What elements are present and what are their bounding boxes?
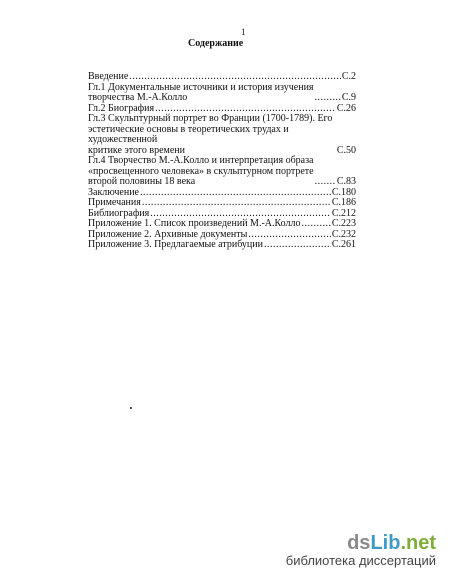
watermark [286, 532, 436, 568]
watermark-brand-net: .net [400, 532, 436, 554]
dot-leader [315, 93, 341, 104]
watermark-brand-ds: ds [347, 532, 371, 554]
dot-leader [129, 72, 341, 83]
toc-entry-page: С.186 [331, 197, 356, 208]
toc-entry-page: С.26 [336, 102, 356, 114]
toc-entry [88, 240, 356, 251]
toc-entry-text: Приложение 2. Архивные документы [88, 228, 248, 240]
toc-entry-page: С.261 [331, 239, 356, 250]
toc-entry-text: Гл.2 Биография [88, 102, 155, 114]
watermark-logo [286, 532, 436, 555]
toc-entry-page: С.9 [341, 92, 356, 103]
dot-leader [142, 198, 331, 209]
toc-entry [88, 156, 356, 188]
toc-entry [88, 219, 356, 230]
toc-entry-text: Заключение [88, 186, 139, 198]
toc-entry-text: Библиография [88, 207, 150, 219]
toc-entry-page: С.50 [336, 144, 356, 156]
toc-entry [88, 198, 356, 209]
toc-entry-text: Приложение 3. Предлагаемые атрибуции [88, 239, 263, 250]
dot-leader [302, 219, 331, 230]
scan-speck [130, 407, 132, 409]
toc-entry-text: Гл.3 Скульптурный портрет во Франции (1700-1789). Его эстетические основы в теоретических трудах и художественной критике этого времени [88, 113, 333, 156]
page-title: Содержание [188, 38, 244, 49]
toc-entry-text: Гл.4 Творчество М.-А.Колло и интерпретация образа «просвещенного человека» в скульптурном портрете второй половины 18 века [88, 155, 314, 187]
watermark-subtitle: библиотека диссертаций [285, 553, 436, 568]
toc-entry [88, 72, 356, 83]
page-number: 1 [241, 27, 246, 37]
dot-leader [140, 188, 331, 199]
dot-leader [315, 177, 336, 188]
toc-entry-text: Приложение 1. Список произведений М.-А.Колло [88, 218, 301, 229]
toc-entry-page: С.232 [331, 228, 356, 240]
toc-entry-page: С.212 [331, 207, 356, 219]
toc-entry [88, 83, 356, 104]
dot-leader [264, 240, 331, 251]
toc-entry-text: Примечания [88, 197, 141, 208]
toc-entry-page: С.83 [336, 176, 356, 187]
toc-entry-text: Гл.1 Документальные источники и история изучения творчества М.-А.Колло [88, 81, 314, 103]
toc-entry-page: С.180 [331, 186, 356, 198]
toc-entry [88, 114, 356, 156]
toc-entry-page: С.223 [331, 218, 356, 229]
watermark-brand-lib: Lib [370, 532, 401, 554]
table-of-contents [88, 72, 356, 251]
toc-entry-page: С.2 [341, 71, 356, 82]
toc-entry-text: Введение [88, 71, 129, 82]
